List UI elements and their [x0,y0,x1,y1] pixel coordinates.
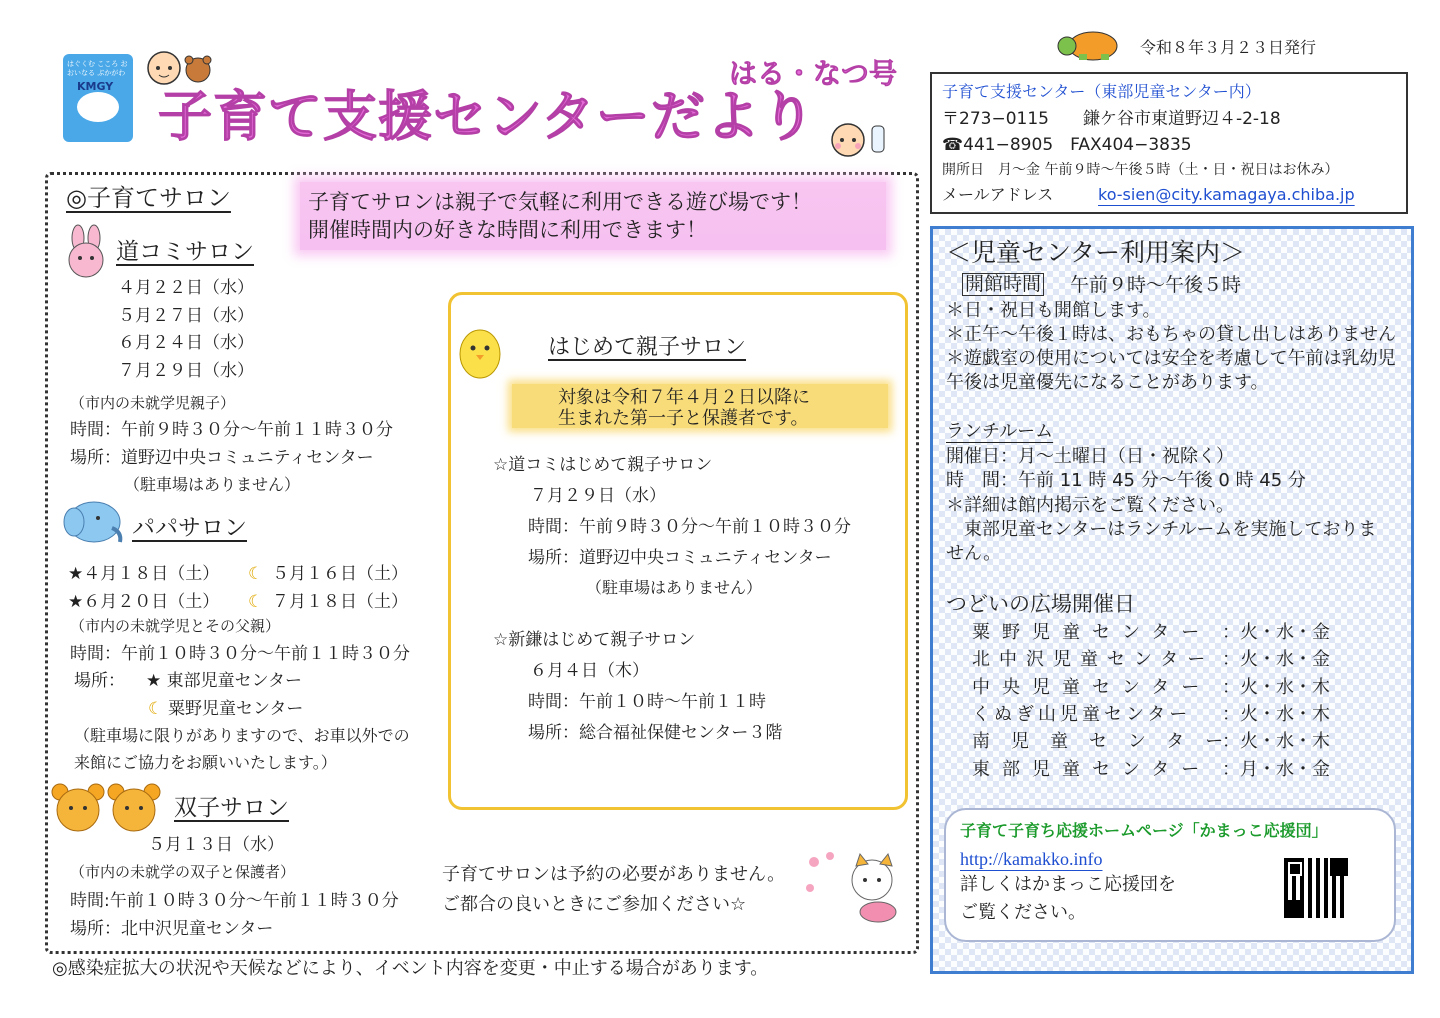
contact-box [930,72,1408,214]
shinkama-first-date: ６月４日（木） [530,661,649,681]
michikomi-first-title: ☆道コミはじめて親子サロン [493,455,713,475]
logo-text: はぐくむ こころ おおいなる ぶかがわ [67,60,128,78]
no-reservation-2: ご都合の良いときにご参加ください☆ [442,894,747,915]
salon-heading: ◎子育てサロン [66,184,231,212]
papa-date-1a: ★４月１８日（土） [68,564,220,584]
tsudoi-center-days: ：火・水・木 [1222,677,1330,698]
rabbit-icon [62,224,110,278]
shinkama-first-title: ☆新鎌はじめて親子サロン [493,630,696,650]
tsudoi-center-days: ：火・水・金 [1222,622,1330,643]
lunch-line-2: 時 間：午前 11 時 45 分～午後 0 時 45 分 [946,470,1306,491]
logo-mark: KMGY [77,80,114,93]
tsudoi-center-days: ：火・水・木 [1222,704,1330,725]
first-salon-title: はじめて親子サロン [548,335,747,360]
moon-icon: ☾ [148,699,164,719]
moon-icon: ☾ [248,564,264,584]
cat-with-flowers-icon [800,848,904,928]
center-note-2: ＊正午～午後１時は、おもちゃの貸し出しはありません [946,324,1396,345]
twins-place: 場所：北中沢児童センター [70,919,274,939]
tsudoi-center-name: 中央児童センター [972,677,1212,698]
twins-target: （市内の未就学の双子と保護者） [70,863,296,881]
center-heading: ＜児童センター利用案内＞ [946,238,1246,267]
issue-label: はる・なつ号 [729,57,898,90]
banner-line1: 子育てサロンは親子で気軽に利用できる遊び場です！ [308,190,812,214]
shinkama-first-time: 時間：午前１０時～午前１１時 [528,692,766,712]
papa-date-2a: ★６月２０日（土） [68,592,220,612]
tsudoi-center-days: ：月・水・金 [1222,759,1330,780]
hours-label: 開館時間 [962,273,1044,296]
banner-line2: 開催時間内の好きな時間に利用できます！ [308,218,707,242]
lunch-line-5: せん。 [946,543,1002,564]
michikomi-first-date: ７月２９日（水） [530,486,666,506]
papa-target: （市内の未就学児とその父親） [70,617,281,635]
michikomi-title: 道コミサロン [116,239,254,265]
phone-fax: ☎441−8905 FAX404−3835 [942,135,1192,155]
baby-with-bottle-icon [826,118,896,160]
papa-title: パパサロン [132,515,247,541]
first-salon-target-1: 対象は令和７年４月２日以降に [558,387,810,408]
newsletter-title: 子育て支援センターだより [158,85,816,148]
lunch-line-1: 開催日：月～土曜日（日・祝除く） [946,446,1234,467]
kmgy-logo [63,54,133,142]
twins-date: ５月１３日（水） [148,835,284,855]
no-reservation-1: 子育てサロンは予約の必要がありません。 [442,864,786,885]
tsudoi-center-name: 南児童センター [972,731,1245,752]
twins-time: 時間:午前１０時３０分～午前１１時３０分 [70,891,399,911]
office-hours: 開所日 月～金 午前９時～午後５時（土・日・祝日はお休み） [942,162,1339,178]
published-date: 令和８年３月２３日発行 [1140,38,1317,57]
center-name: 子育て支援センター（東部児童センター内） [942,82,1261,101]
mail-label: メールアドレス [942,185,1054,204]
michikomi-date-1: ４月２２日（水） [118,278,254,298]
tsudoi-center-name: 東部児童センター [972,759,1212,780]
tsudoi-center-name: 北中沢児童センター [972,649,1215,670]
baby-and-bear-icon [144,48,216,88]
michikomi-first-note: （駐車場はありません） [586,578,763,597]
homepage-text-2: ご覧ください。 [960,902,1086,923]
first-salon-target-2: 生まれた第一子と保護者です。 [558,408,809,429]
papa-note-1: （駐車場に限りがありますので、お車以外での [74,726,410,745]
michikomi-date-4: ７月２９日（水） [118,361,254,381]
homepage-title: 子育て子育ち応援ホームページ「かまっこ応援団」 [960,821,1328,840]
papa-place-1: ★ 東部児童センター [146,671,302,691]
tsudoi-center-days: ：火・水・金 [1222,649,1330,670]
shinkama-first-place: 場所：総合福祉保健センター３階 [528,723,783,743]
elephant-icon [62,498,126,546]
center-note-4: 午後は児童優先になることがあります。 [946,372,1269,393]
michikomi-date-2: ５月２７日（水） [118,306,254,326]
twin-bears-icon [50,782,166,832]
michikomi-note: （駐車場はありません） [124,475,301,494]
papa-place-2: 粟野児童センター [168,699,304,719]
papa-date-1b: ５月１６日（土） [272,564,408,584]
tsudoi-center-days: ：火・水・木 [1222,731,1330,752]
logo-face [77,92,119,122]
michikomi-target: （市内の未就学児親子） [70,394,236,412]
tsudoi-center-name: くぬぎ山児童センター [972,704,1192,725]
chick-icon [456,322,504,382]
center-hours: 午前９時～午後５時 [1070,274,1242,296]
moon-icon: ☾ [248,592,264,612]
twins-title: 双子サロン [174,795,289,821]
homepage-link[interactable]: http://kamakko.info [960,849,1103,869]
notice-footer: ◎感染症拡大の状況や天候などにより、イベント内容を変更・中止する場合があります。 [52,958,769,979]
center-note-3: ＊遊戯室の使用については安全を考慮して午前は乳幼児 [946,348,1396,369]
tsudoi-center-name: 粟野児童センター [972,622,1212,643]
michikomi-date-3: ６月２４日（水） [118,333,254,353]
mail-link[interactable]: ko-sien@city.kamagaya.chiba.jp [1098,185,1355,204]
center-note-1: ＊日・祝日も開館します。 [946,300,1161,321]
lunch-title: ランチルーム [946,421,1054,442]
papa-time: 時間：午前１０時３０分～午前１１時３０分 [70,644,410,664]
michikomi-place: 場所：道野辺中央コミュニティセンター [70,448,374,468]
papa-date-2b: ７月１８日（土） [272,592,408,612]
tsudoi-title: つどいの広場開催日 [946,592,1135,616]
homepage-text-1: 詳しくはかまっこ応援団を [960,874,1176,895]
lunch-line-4: 東部児童センターはランチルームを実施しておりま [946,519,1377,540]
turtle-icon [1055,22,1125,62]
lunch-line-3: ＊詳細は館内掲示をご覧ください。 [946,495,1234,516]
postal-address: 〒273−0115 鎌ケ谷市東道野辺４-2-18 [942,109,1281,129]
qr-code-icon[interactable] [1284,858,1348,918]
papa-note-2: 来館にご協力をお願いいたします。） [74,753,337,772]
papa-place-label: 場所： [74,671,125,691]
michikomi-first-time: 時間：午前９時３０分～午前１０時３０分 [528,517,851,537]
michikomi-time: 時間：午前９時３０分～午前１１時３０分 [70,420,393,440]
michikomi-first-place: 場所：道野辺中央コミュニティセンター [528,548,832,568]
